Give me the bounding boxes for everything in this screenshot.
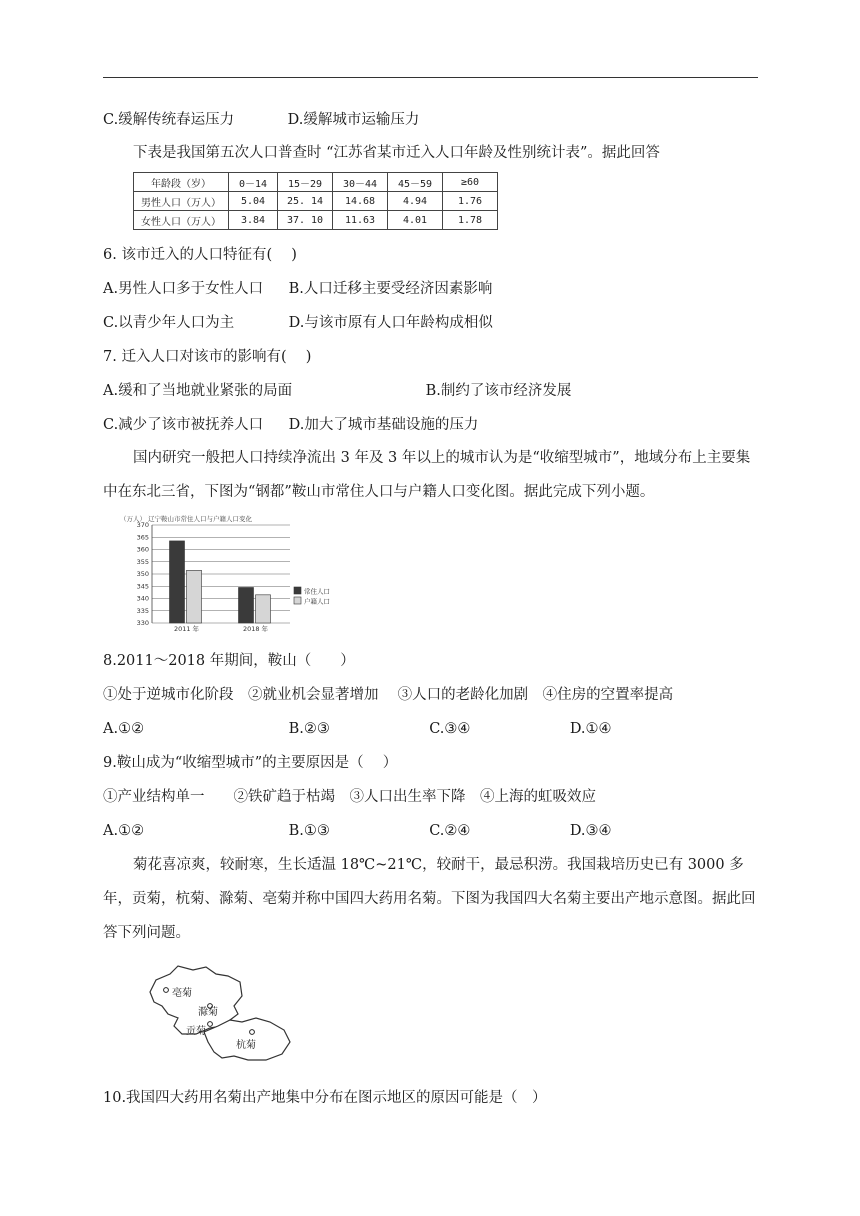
map-label-gong-ju: 贡菊 xyxy=(186,1026,206,1037)
q8-stem: 8.2011～2018 年期间，鞍山（ ） xyxy=(103,653,355,669)
table-cell: 4.94 xyxy=(388,192,443,211)
q5-option-d[interactable]: D.缓解城市运输压力 xyxy=(287,112,420,128)
q8-option-c[interactable]: C.③④ xyxy=(429,721,471,737)
q8-items: ①处于逆城市化阶段 ②就业机会显著增加 ③人口的老龄化加剧 ④住房的空置率提高 xyxy=(103,687,674,703)
q9-option-c[interactable]: C.②④ xyxy=(429,823,471,839)
table-header-row xyxy=(134,173,498,192)
q6-option-c[interactable]: C.以青少年人口为主 xyxy=(103,315,235,331)
y-tick-label: 360 xyxy=(136,545,149,554)
table-header-cell: 15－29 xyxy=(278,173,333,192)
table-cell: 3.84 xyxy=(229,211,278,230)
marker-huangshan xyxy=(208,1022,213,1027)
table-cell: 14.68 xyxy=(333,192,388,211)
table-header-cell: 45－59 xyxy=(388,173,443,192)
table-cell: 男性人口（万人） xyxy=(134,192,229,211)
q9-option-a[interactable]: A.①② xyxy=(103,823,145,839)
q7-options-row-1 xyxy=(103,381,571,401)
q6-option-b[interactable]: B.人口迁移主要受经济因素影响 xyxy=(288,281,493,297)
q6-options-row-2 xyxy=(103,313,493,333)
chart-y-unit: （万人） xyxy=(120,515,146,523)
population-bar-chart xyxy=(120,513,360,633)
q5-options-row xyxy=(103,110,419,130)
bar-resident xyxy=(239,587,254,623)
table-cell: 37. 10 xyxy=(278,211,333,230)
q7-options-row-2 xyxy=(103,415,478,435)
q7-option-d[interactable]: D.加大了城市基础设施的压力 xyxy=(288,417,479,433)
y-tick-label: 345 xyxy=(136,582,149,591)
y-tick-label: 330 xyxy=(136,619,149,628)
table-cell: 女性人口（万人） xyxy=(134,211,229,230)
bar-registered xyxy=(187,570,202,623)
q10-stem: 10.我国四大药用名菊出产地集中分布在图示地区的原因可能是（ ） xyxy=(103,1090,547,1106)
legend-label: 户籍人口 xyxy=(304,597,330,606)
y-tick-label: 340 xyxy=(136,594,149,603)
map-label-chu-ju: 滁菊 xyxy=(198,1007,218,1018)
map-label-hang-ju: 杭菊 xyxy=(236,1040,256,1051)
map-label-bo-ju: 亳菊 xyxy=(172,988,192,999)
marker-bozhou xyxy=(164,988,169,993)
table-header-cell: 30－44 xyxy=(333,173,388,192)
table-header-cell: ≥60 xyxy=(443,173,498,192)
q6-option-a[interactable]: A.男性人口多于女性人口 xyxy=(103,281,264,297)
q7-stem: 7. 迁入人口对该市的影响有( ) xyxy=(103,349,312,365)
table-cell: 1.76 xyxy=(443,192,498,211)
map-intro: 菊花喜凉爽，较耐寒，生长适温 18℃~21℃，较耐干，最忌积涝。我国栽培历史已有 3000 多年，贡菊，杭菊、滁菊、亳菊并称中国四大药用名菊。下图为我国四大名菊主要出产地示意图。据此回答下列问题。 xyxy=(103,857,756,941)
q9-items: ①产业结构单一 ②铁矿趋于枯竭 ③人口出生率下降 ④上海的虹吸效应 xyxy=(103,789,596,805)
x-tick-label: 2011 年 xyxy=(173,625,200,633)
q6-option-d[interactable]: D.与该市原有人口年龄构成相似 xyxy=(288,315,493,331)
table-cell: 4.01 xyxy=(388,211,443,230)
y-tick-label: 370 xyxy=(136,521,149,530)
chart-x-labels xyxy=(174,624,269,633)
q6-stem: 6. 该市迁入的人口特征有( ) xyxy=(103,247,297,263)
q8-options-row xyxy=(103,719,612,739)
q8-option-d[interactable]: D.①④ xyxy=(569,721,612,737)
q9-stem: 9.鞍山成为“收缩型城市”的主要原因是（ ） xyxy=(103,755,398,771)
table-cell: 25. 14 xyxy=(278,192,333,211)
chart-y-ticks xyxy=(137,521,149,627)
chart-legend xyxy=(294,587,330,606)
q7-option-c[interactable]: C.减少了该市被抚养人口 xyxy=(103,417,264,433)
chart-intro: 国内研究一般把人口持续净流出 3 年及 3 年以上的城市认为是“收缩型城市”，地域分布上主要集中在东北三省，下图为“钢都”鞍山市常住人口与户籍人口变化图。据此完成下列小题。 xyxy=(103,450,751,500)
q8-option-a[interactable]: A.①② xyxy=(103,721,145,737)
table-cell: 5.04 xyxy=(229,192,278,211)
table-header-cell: 年龄段（岁） xyxy=(134,173,229,192)
y-tick-label: 365 xyxy=(136,533,149,542)
table-row xyxy=(134,192,498,211)
legend-swatch xyxy=(294,587,301,594)
y-tick-label: 350 xyxy=(136,570,149,579)
header-rule xyxy=(103,77,758,78)
migration-table xyxy=(133,172,498,230)
x-tick-label: 2018 年 xyxy=(242,625,269,633)
q9-options-row xyxy=(103,821,612,841)
y-tick-label: 355 xyxy=(136,557,149,566)
y-tick-label: 335 xyxy=(136,606,149,615)
q6-options-row-1 xyxy=(103,279,492,299)
bar-resident xyxy=(170,541,185,623)
chart-title: 辽宁鞍山市常住人口与户籍人口变化 xyxy=(148,515,252,523)
q9-option-d[interactable]: D.③④ xyxy=(569,823,612,839)
legend-label: 常住人口 xyxy=(304,587,330,596)
q9-option-b[interactable]: B.①③ xyxy=(288,823,330,839)
q7-option-a[interactable]: A.缓和了当地就业紧张的局面 xyxy=(103,383,293,399)
bar-registered xyxy=(256,595,271,623)
table-cell: 11.63 xyxy=(333,211,388,230)
q5-option-c[interactable]: C.缓解传统春运压力 xyxy=(103,112,235,128)
legend-swatch xyxy=(294,597,301,604)
table-row xyxy=(134,211,498,230)
table-cell: 1.78 xyxy=(443,211,498,230)
table-header-cell: 0－14 xyxy=(229,173,278,192)
q7-option-b[interactable]: B.制约了该市经济发展 xyxy=(425,383,572,399)
table-intro: 下表是我国第五次人口普查时 “江苏省某市迁入人口年龄及性别统计表”。据此回答 xyxy=(133,145,660,161)
chrysanthemum-region-map xyxy=(138,962,308,1062)
q8-option-b[interactable]: B.②③ xyxy=(288,721,330,737)
marker-hangzhou xyxy=(250,1030,255,1035)
